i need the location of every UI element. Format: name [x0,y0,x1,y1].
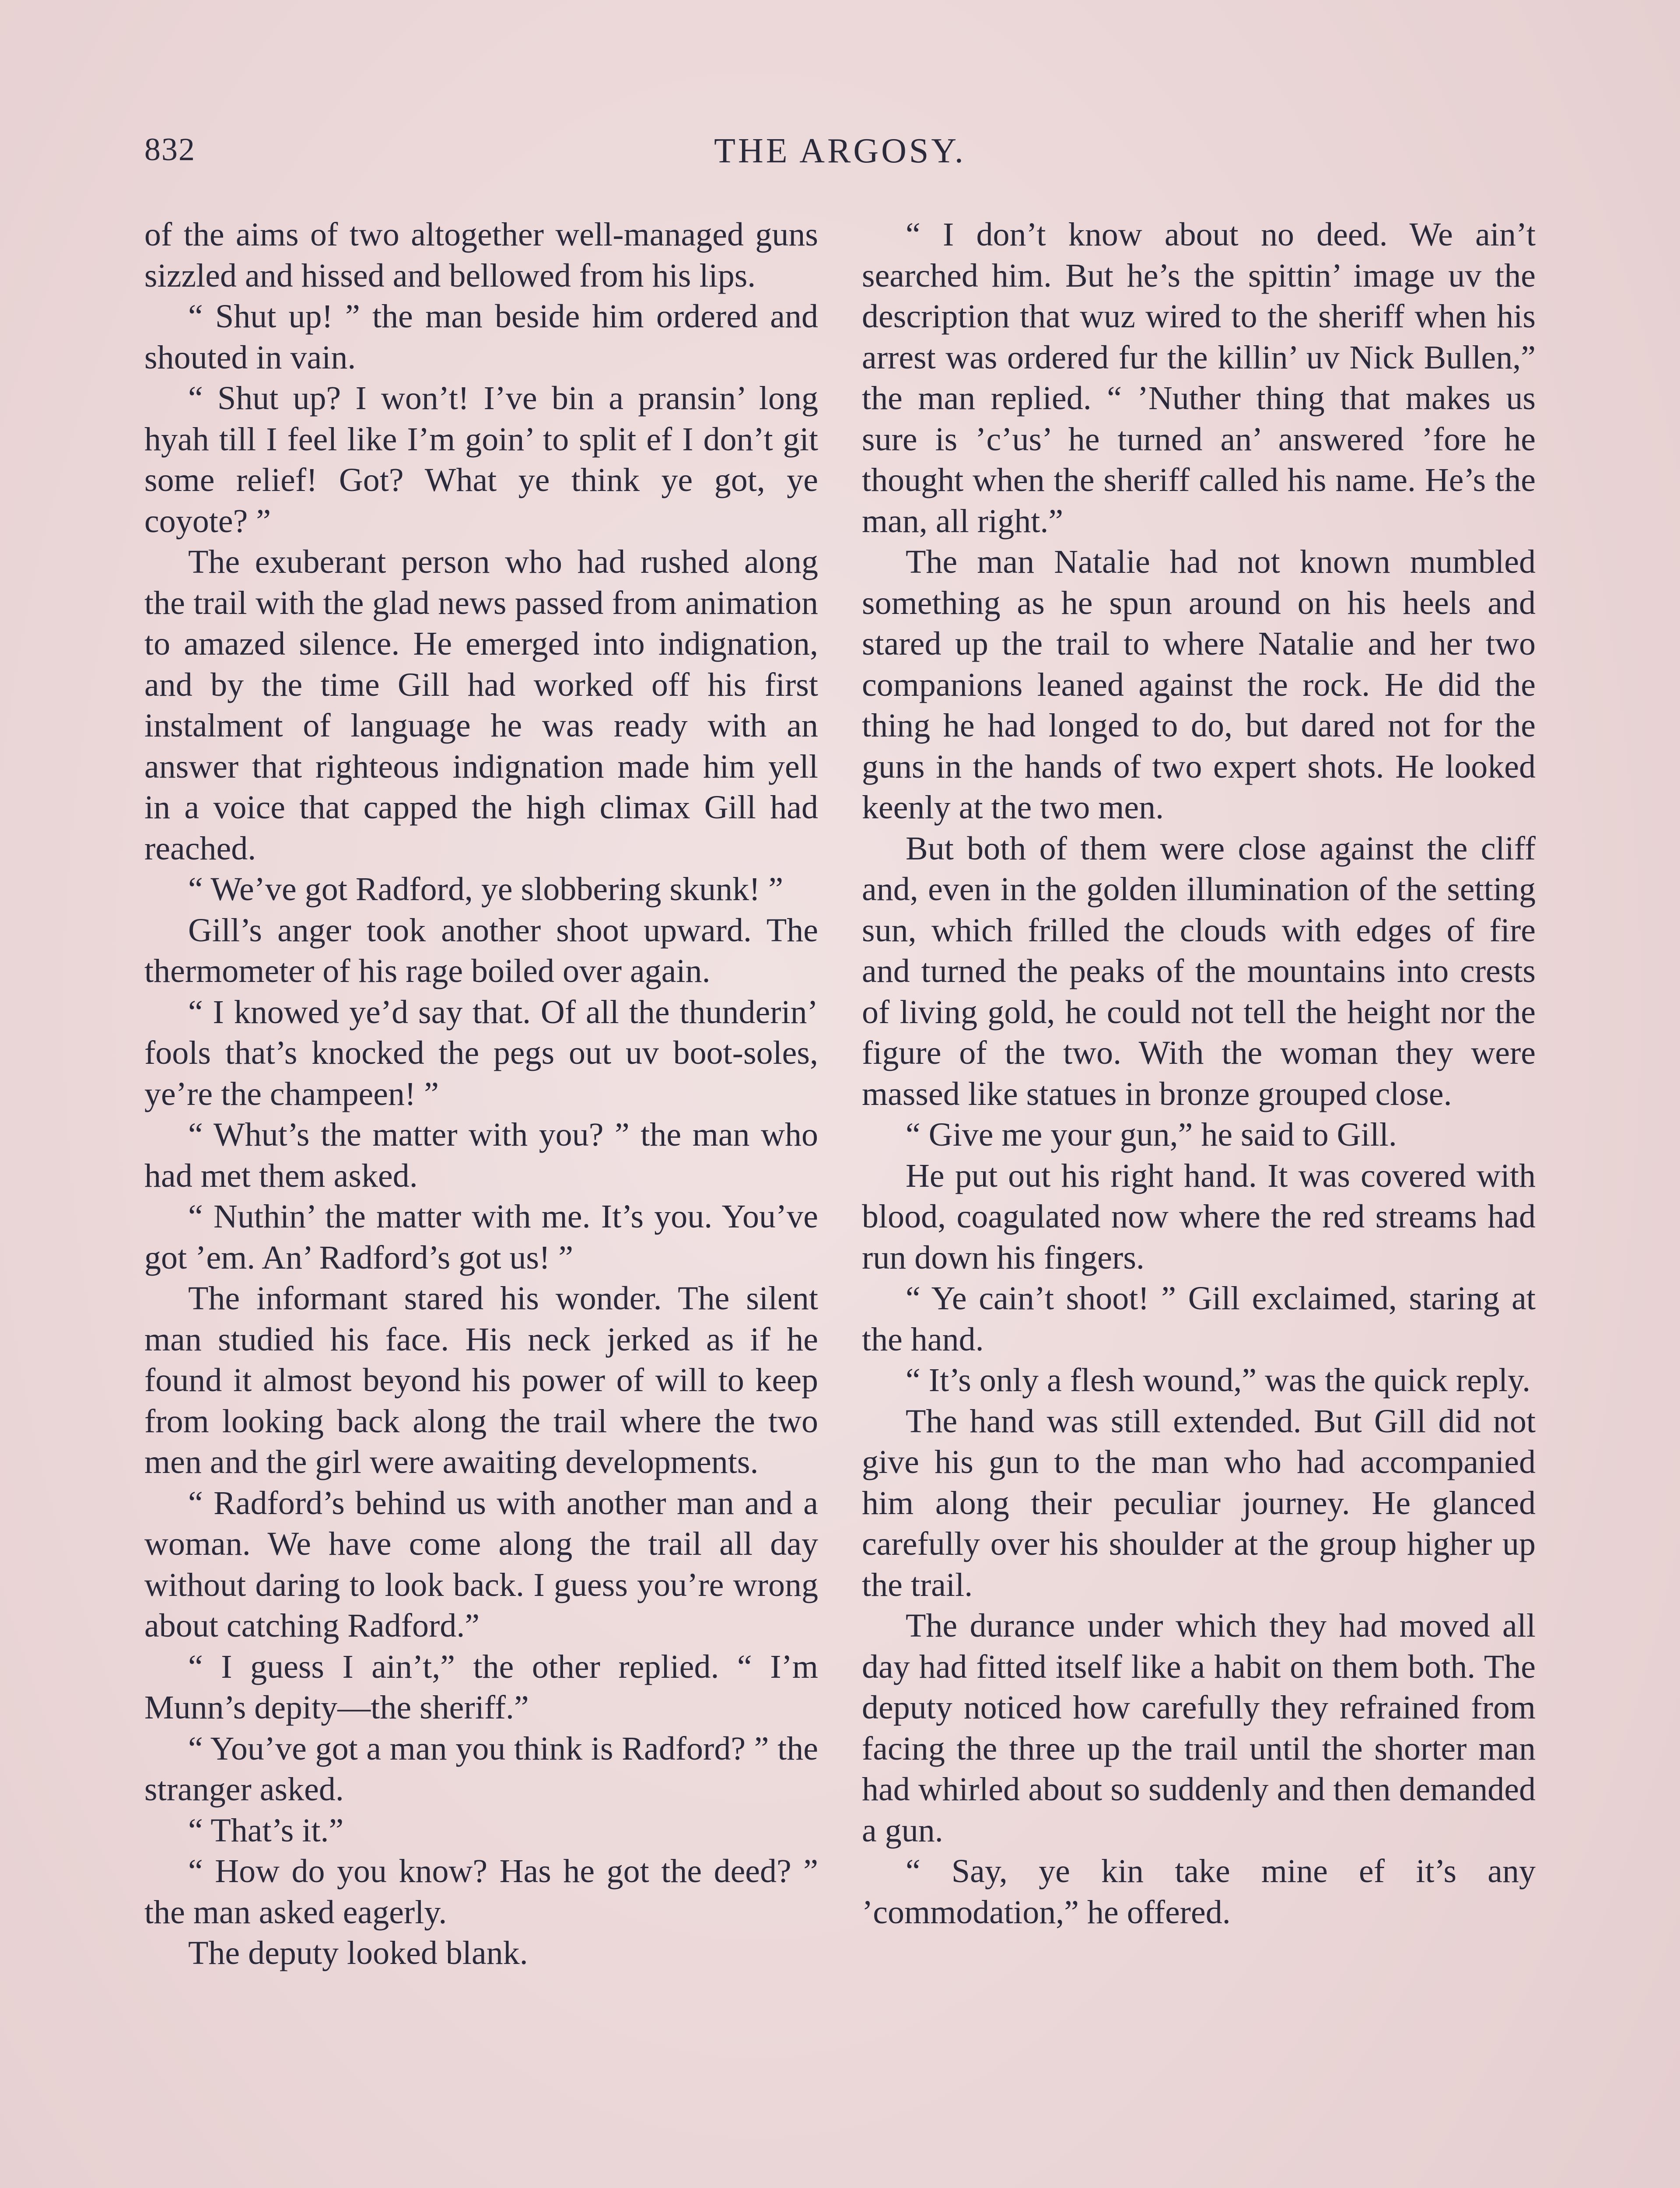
paragraph: “ It’s only a flesh wound,” was the quick reply. [906,1362,1531,1399]
paragraph: But both of them were close against the cliff and, even in the golden illumination of the setting sun, which frilled the clouds with edges of fire and turned the peaks of the mountains into crests of living gold, he could not tell the height nor the figure of the two. With the woman they were massed like statues in bronze grouped close. [862,830,1536,1112]
paragraph: The informant stared his wonder. The silent man studied his face. His neck jerked as if he found it almost beyond his power of will to keep from looking back along the trail where the two men and the girl were awaiting developments. [144,1280,818,1480]
paragraph: “ I knowed ye’d say that. Of all the thunderin’ fools that’s knocked the pegs out uv boot-soles, ye’re the champeen! ” [144,993,818,1112]
paragraph: “ That’s it.” [188,1812,344,1849]
paragraph: “ Nuthin’ the matter with me. It’s you. You’ve got ’em. An’ Radford’s got us! ” [144,1198,818,1276]
text-column-right [862,214,1536,1933]
paragraph: of the aims of two altogether well-managed guns sizzled and hissed and bellowed from his lips. [144,216,818,294]
paragraph: “ Give me your gun,” he said to Gill. [906,1116,1397,1153]
paragraph: “ Radford’s behind us with another man and a woman. We have come along the trail all day without daring to look back. I guess you’re wrong about catching Radford.” [144,1484,818,1644]
paragraph: “ I don’t know about no deed. We ain’t searched him. But he’s the spittin’ image uv the description that wuz wired to the sheriff when his arrest was ordered fur the killin’ uv Nick Bullen,” the man replied. “ ’Nuther thing that makes us sure is ’c’us’ he turned an’ answered ’fore he thought when the sheriff called his name. He’s the man, all right.” [862,216,1536,540]
page-header [144,131,1536,179]
running-head: THE ARGOSY. [714,132,966,170]
paragraph: “ How do you know? Has he got the deed? ” the man asked eagerly. [144,1853,818,1931]
paragraph: “ We’ve got Radford, ye slobbering skunk! ” [188,871,784,908]
paragraph: “ Shut up? I won’t! I’ve bin a pransin’ long hyah till I feel like I’m goin’ to split ef I don’t git some relief! Got? What ye think ye got, ye coyote? ” [144,380,818,540]
paragraph: Gill’s anger took another shoot upward. The thermometer of his rage boiled over again. [144,912,818,989]
paragraph: The deputy looked blank. [188,1935,528,1971]
paragraph: “ Shut up! ” the man beside him ordered and shouted in vain. [144,298,818,376]
paragraph: The exuberant person who had rushed along the trail with the glad news passed from animation to amazed silence. He emerged into indignation, and by the time Gill had worked off his first instalment of language he was ready with an answer that righteous indignation made him yell in a voice that capped the high climax Gill had reached. [144,543,818,867]
paragraph: “ Whut’s the matter with you? ” the man who had met them asked. [144,1116,818,1194]
paragraph: He put out his right hand. It was covered with blood, coagulated now where the red streams had run down his fingers. [862,1157,1536,1276]
paragraph: “ Say, ye kin take mine ef it’s any ’commodation,” he offered. [862,1853,1536,1931]
paragraph: The hand was still extended. But Gill did not give his gun to the man who had accompanied him along their peculiar journey. He glanced carefully over his shoulder at the group higher up the trail. [862,1403,1536,1603]
paragraph: “ Ye cain’t shoot! ” Gill exclaimed, staring at the hand. [862,1280,1536,1358]
paragraph: “ I guess I ain’t,” the other replied. “ I’m Munn’s depity—the sheriff.” [144,1648,818,1726]
paragraph: The man Natalie had not known mumbled something as he spun around on his heels and stared up the trail to where Natalie and her two companions leaned against the rock. He did the thing he had longed to do, but dared not for the guns in the hands of two expert shots. He looked keenly at the two men. [862,543,1536,826]
paragraph: “ You’ve got a man you think is Radford? ” the stranger asked. [144,1730,818,1808]
text-column-left [144,214,818,1974]
page-number: 832 [144,132,196,168]
paragraph: The durance under which they had moved all day had fitted itself like a habit on them both. The deputy noticed how carefully they refrained from facing the three up the trail until the shorter man had whirled about so suddenly and then demanded a gun. [862,1607,1536,1849]
